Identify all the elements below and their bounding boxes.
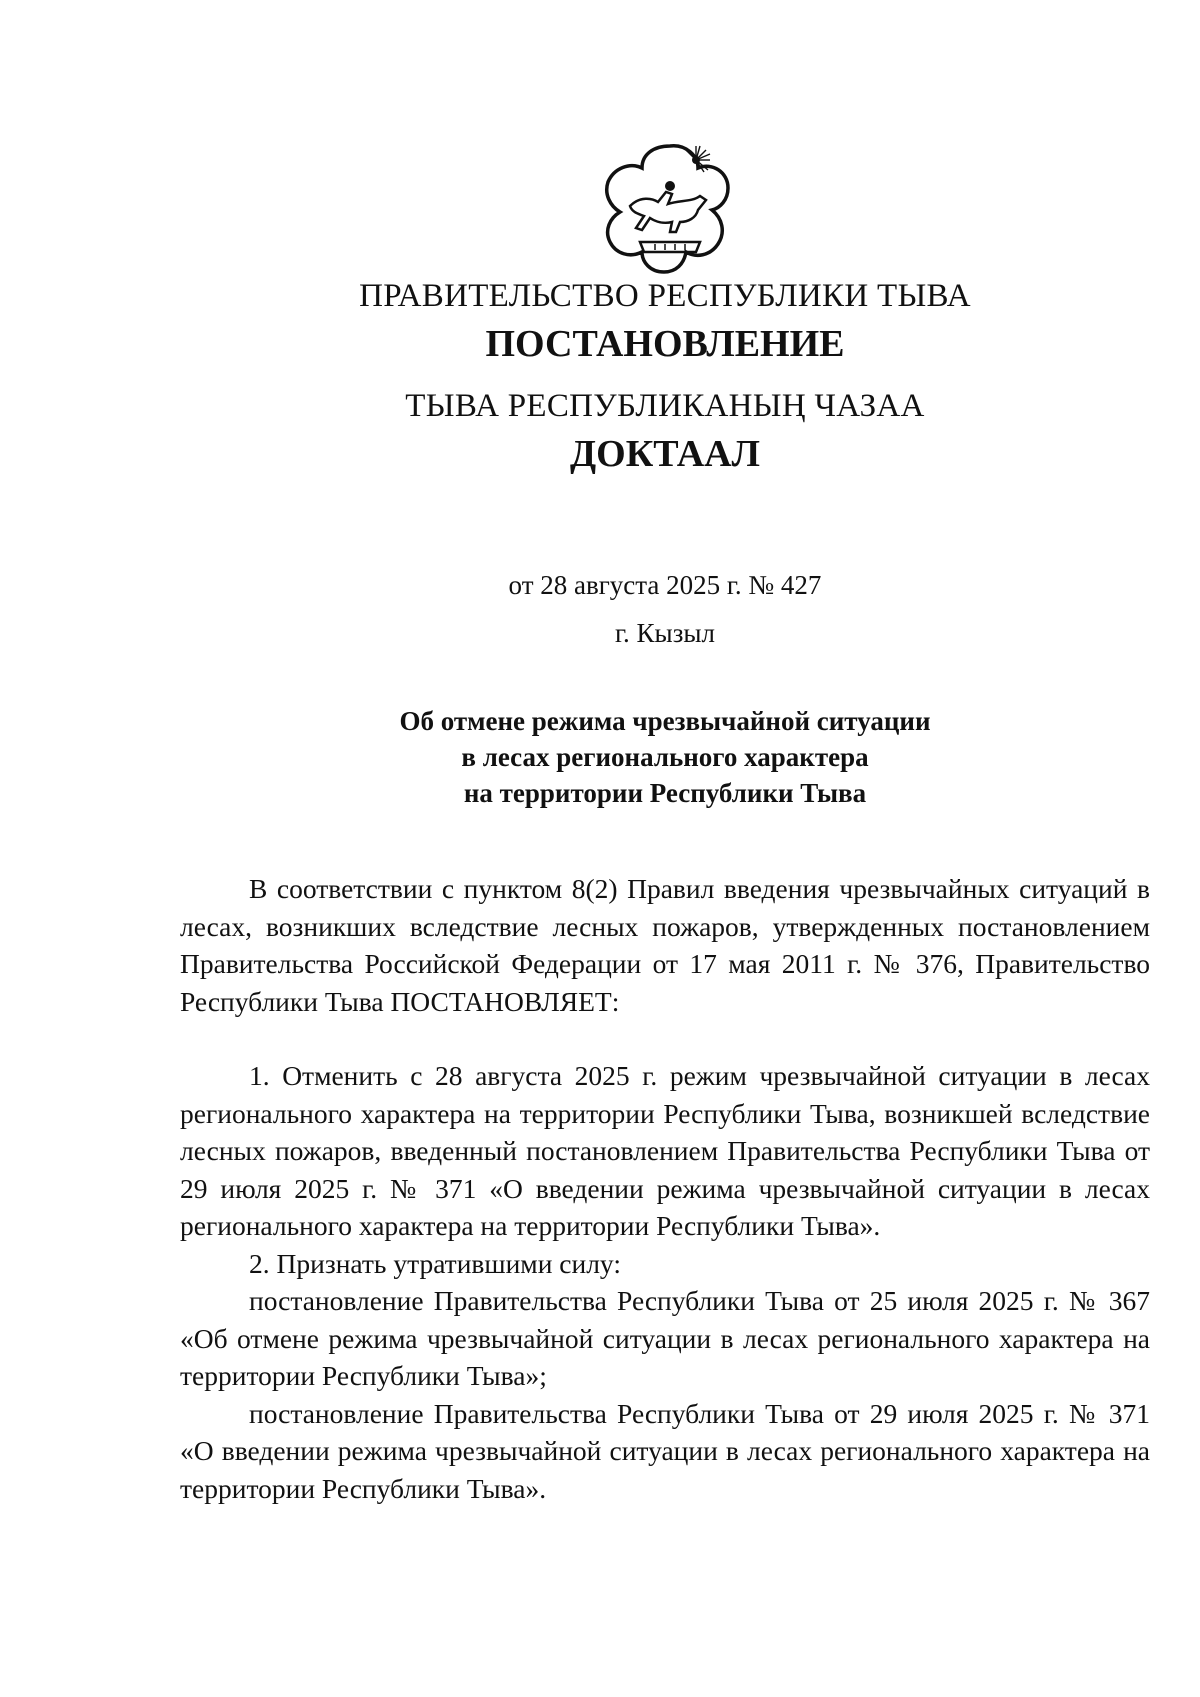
government-name-tyv: ТЫВА РЕСПУБЛИКАНЫҢ ЧАЗАА <box>405 388 925 424</box>
item-1-paragraph: 1. Отменить с 28 августа 2025 г. режим чрезвычайной ситуации в лесах регионального характера на территории Республики Тыва, возникшей вследствие лесных пожаров, введенный постановлением Правительства Республики Тыва от 29 июля 2025 г. № 371 «О введении режима чрезвычайной ситуации в лесах регионального характера на территории Республики Тыва». <box>180 1060 1150 1241</box>
item-2-paragraph: 2. Признать утратившими силу: <box>249 1247 621 1279</box>
document-subject <box>160 703 1170 811</box>
tuva-coat-of-arms-icon <box>600 138 740 278</box>
document-city: г. Кызыл <box>615 618 715 648</box>
document-body <box>180 870 1150 1507</box>
document-date-number: от 28 августа 2025 г. № 427 <box>508 570 822 600</box>
document-type-ru: ПОСТАНОВЛЕНИЕ <box>485 323 845 365</box>
government-name-ru: ПРАВИТЕЛЬСТВО РЕСПУБЛИКИ ТЫВА <box>359 278 971 314</box>
item-2a-paragraph: постановление Правительства Республики Тыва от 25 июля 2025 г. № 367 «Об отмене режима чрезвычайной ситуации в лесах регионального характера на территории Республики Тыва»; <box>180 1285 1150 1391</box>
document-type-tyv: ДОКТААЛ <box>570 433 760 475</box>
preamble-paragraph: В соответствии с пунктом 8(2) Правил введения чрезвычайных ситуаций в лесах, возникших вследствие лесных пожаров, утвержденных постановлением Правительства Российской Федерации от 17 мая 2011 г. № 376, Правительство Республики Тыва ПОСТАНОВЛЯЕТ: <box>180 873 1150 1017</box>
subject-line: на территории Республики Тыва <box>463 778 867 808</box>
subject-line: Об отмене режима чрезвычайной ситуации <box>399 706 931 736</box>
item-2b-paragraph: постановление Правительства Республики Тыва от 29 июля 2025 г. № 371 «О введении режима чрезвычайной ситуации в лесах регионального характера на территории Республики Тыва». <box>180 1397 1150 1504</box>
subject-line: в лесах регионального характера <box>461 742 869 772</box>
